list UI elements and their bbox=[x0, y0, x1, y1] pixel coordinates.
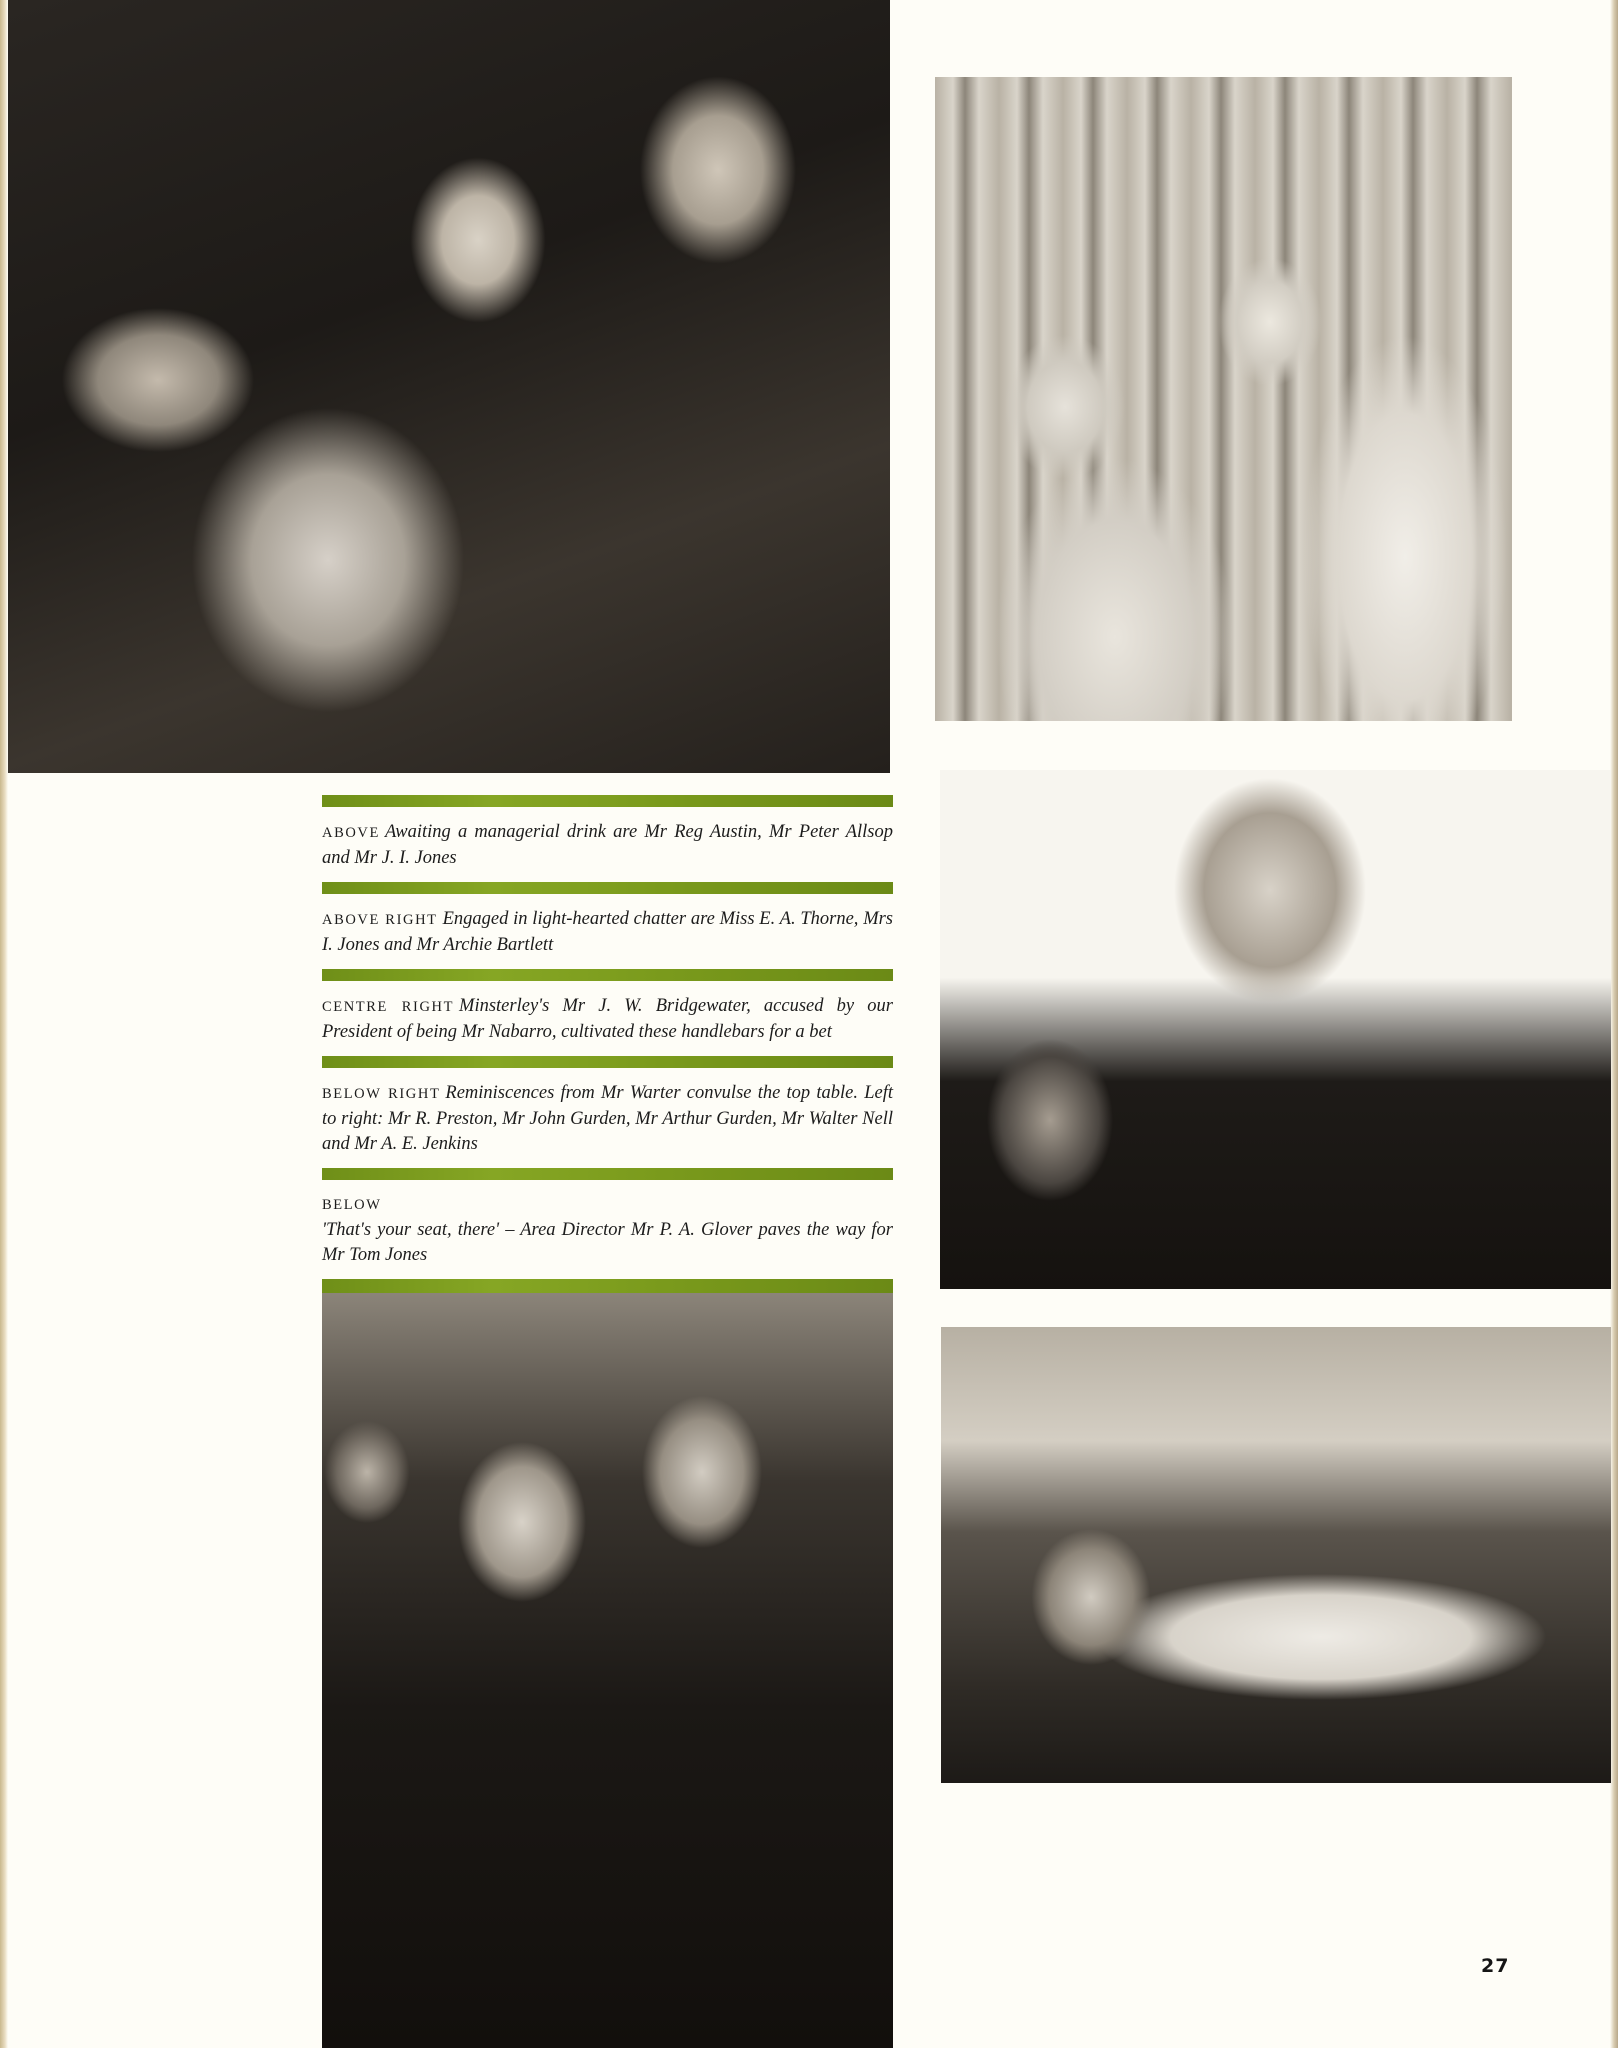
photo-below bbox=[322, 1292, 893, 2048]
divider-bar bbox=[322, 1168, 893, 1180]
divider-bar bbox=[322, 1279, 893, 1293]
divider-bar bbox=[322, 882, 893, 894]
caption-text: 'That's your seat, there' – Area Director Mr P. A. Glover paves the way for Mr Tom Jones bbox=[322, 1220, 893, 1265]
caption-below bbox=[322, 1180, 893, 1279]
caption-above bbox=[322, 807, 893, 882]
divider-bar bbox=[322, 969, 893, 981]
page-number: 27 bbox=[1481, 1955, 1510, 1977]
caption-text: Reminiscences from Mr Warter convulse the top table. Left to right: Mr R. Preston, Mr John Gurden, Mr Arthur Gurden, Mr Walter Nell and Mr A. E. Jenkins bbox=[322, 1083, 893, 1154]
photo-description bbox=[941, 1761, 1611, 1775]
photo-description bbox=[940, 1267, 1611, 1281]
photo-above bbox=[8, 0, 890, 773]
caption-text: Awaiting a managerial drink are Mr Reg Austin, Mr Peter Allsop and Mr J. I. Jones bbox=[322, 822, 893, 868]
photo-description bbox=[322, 2026, 893, 2040]
photo-description bbox=[8, 751, 890, 765]
photo-centre-right bbox=[940, 770, 1611, 1289]
page-spine-right bbox=[1610, 0, 1618, 2048]
caption-block bbox=[322, 795, 893, 1293]
caption-centre-right bbox=[322, 981, 893, 1056]
caption-label: ABOVE RIGHT bbox=[322, 912, 438, 928]
caption-label: CENTRE RIGHT bbox=[322, 999, 455, 1015]
caption-text: Minsterley's Mr J. W. Bridgewater, accused by our President of being Mr Nabarro, cultivated these handlebars for a bet bbox=[322, 996, 893, 1042]
caption-label: ABOVE bbox=[322, 825, 380, 841]
caption-label: BELOW bbox=[322, 1197, 382, 1213]
page-spine-left bbox=[0, 0, 8, 2048]
caption-label: BELOW RIGHT bbox=[322, 1086, 441, 1102]
caption-below-right bbox=[322, 1068, 893, 1168]
divider-bar bbox=[322, 795, 893, 807]
photo-above-right bbox=[935, 77, 1512, 721]
photo-description bbox=[935, 699, 1512, 713]
divider-bar bbox=[322, 1056, 893, 1068]
caption-text: Engaged in light-hearted chatter are Miss E. A. Thorne, Mrs I. Jones and Mr Archie Bartlett bbox=[322, 909, 893, 955]
caption-above-right bbox=[322, 894, 893, 969]
photo-below-right bbox=[941, 1327, 1611, 1783]
